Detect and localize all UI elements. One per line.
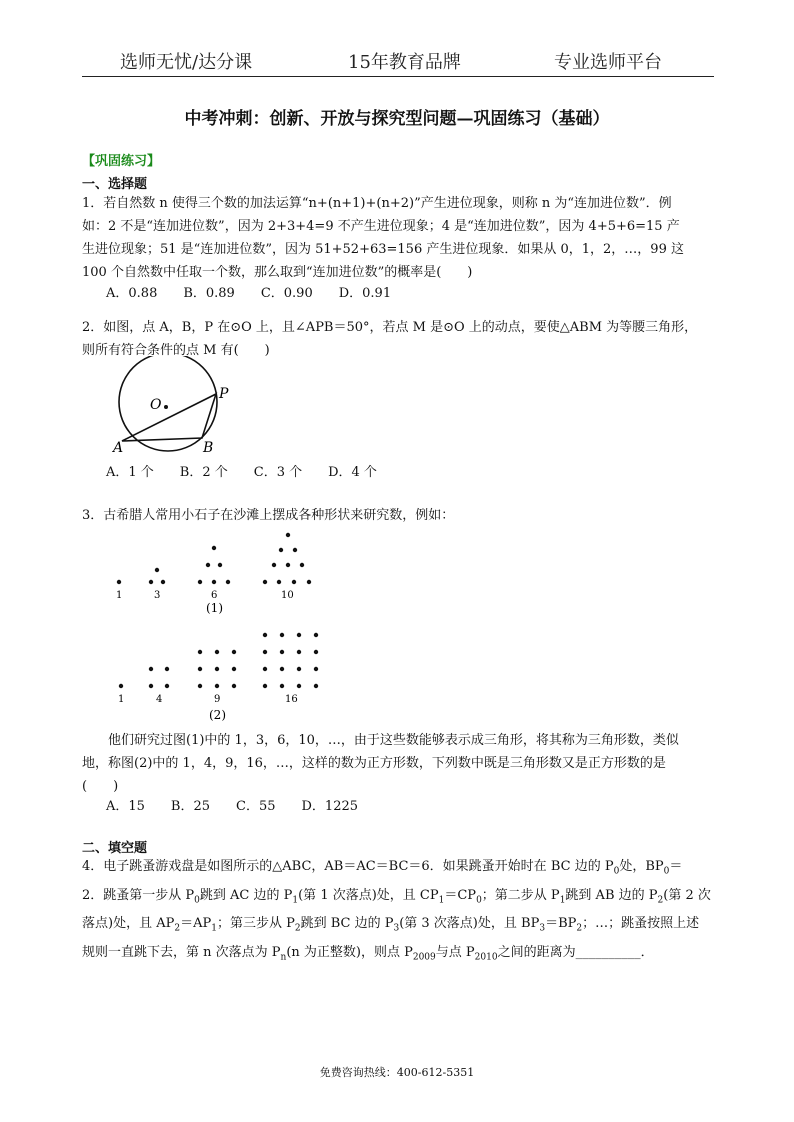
dot (263, 650, 267, 654)
part1-heading: 一、选择题 (82, 177, 148, 192)
q4-line-3: 落点)处，且 $AP_2=AP_1$；第三步从 $P_2$跳到 BC 边的 $P_3$(第 3 次落点)处，且 $BP_3=BP_2$；…；跳蚤按照上述 (82, 916, 700, 934)
q1-line: 如：2 不是“连加进位数”，因为 2+3+4=9 不产生进位现象；4 是“连加进位数”，因为 4+5+6=15 产 (82, 219, 680, 234)
dot (198, 667, 202, 671)
page-title: 中考冲刺：创新、开放与探究型问题—巩固练习（基础） (184, 109, 610, 129)
dot (277, 580, 281, 584)
dot (297, 633, 301, 637)
dot (300, 563, 304, 567)
dot (314, 684, 318, 688)
dot (279, 548, 283, 552)
dot (149, 667, 153, 671)
label-b: B (203, 440, 214, 456)
dot (155, 568, 159, 572)
header-center: 15年教育品牌 (348, 52, 461, 73)
dot (286, 563, 290, 567)
dot (226, 580, 230, 584)
q2-line: 2．如图，点 A，B，P 在⊙O 上，且∠APB＝50°，若点 M 是⊙O 上的动点，要使△ABM 为等腰三角形， (82, 320, 698, 335)
label-o: O (150, 397, 162, 413)
circle-figure (100, 356, 250, 456)
dot (297, 684, 301, 688)
dot (198, 580, 202, 584)
tri-num-label: 3 (154, 590, 161, 601)
dot (263, 580, 267, 584)
sq-num-label: 1 (118, 694, 125, 705)
square-figure (118, 633, 318, 722)
dot (314, 667, 318, 671)
q4-line-2: 2．跳蚤第一步从 $P_0$跳到 AC 边的 $P_1$(第 1 次落点)处，且 $CP_1=CP_0$；第二步从 $P_1$跳到 AB 边的 $P_2$(第 2 次 (82, 887, 711, 906)
header-left: 选师无忧/达分课 (120, 52, 253, 73)
dot (119, 684, 123, 688)
dot (297, 667, 301, 671)
dot (292, 580, 296, 584)
tri-num-label: 6 (211, 590, 218, 601)
question-3-intro: 3．古希腊人常用小石子在沙滩上摆成各种形状来研究数，例如： (82, 508, 455, 523)
sq-num-label: 16 (285, 694, 298, 705)
center-point (164, 405, 168, 409)
q1-line: 100 个自然数中任取一个数，那么取到“连加进位数”的概率是( ) (82, 265, 473, 280)
dot (232, 684, 236, 688)
dot (280, 667, 284, 671)
dot (198, 650, 202, 654)
q3-line: 地，称图(2)中的 1，4，9，16，…，这样的数为正方形数，下列数中既是三角形数又是正方形数的是 (82, 756, 666, 771)
dot (206, 563, 210, 567)
dot (215, 650, 219, 654)
dot (215, 667, 219, 671)
dot (293, 548, 297, 552)
sq-num-label: 4 (156, 694, 163, 705)
dot (280, 633, 284, 637)
dot (307, 580, 311, 584)
question-1 (82, 192, 714, 284)
dot (314, 633, 318, 637)
dot (232, 650, 236, 654)
q2-options: A．1 个 B．2 个 C．3 个 D．4 个 (106, 465, 377, 480)
dot (263, 633, 267, 637)
tri-num-label: 1 (116, 590, 123, 601)
dot (280, 684, 284, 688)
dot (149, 684, 153, 688)
dot (161, 580, 165, 584)
q4-line-1: 4．电子跳蚤游戏盘是如图所示的△ABC，AB＝AC＝BC＝6．如果跳蚤开始时在 BC 边的 $P_0$处，$BP_0=$ (82, 859, 683, 877)
dot (149, 580, 153, 584)
question-3-body (82, 729, 714, 798)
q3-line: ( ) (82, 779, 119, 794)
dot (280, 650, 284, 654)
stone-figures (100, 526, 340, 728)
dot (117, 580, 121, 584)
q3-options: A．15 B．25 C．55 D．1225 (106, 799, 359, 814)
dot (286, 533, 290, 537)
dot (165, 667, 169, 671)
header-divider (82, 76, 714, 77)
q4-line-4: 规则一直跳下去，第 n 次落点为 $P_n(n$ 为正整数)，则点 $P_{2009}$与点 $P_{2010}$之间的距离为__________． (82, 944, 654, 963)
q1-options: A．0.88 B．0.89 C．0.90 D．0.91 (106, 286, 392, 301)
label-p: P (219, 386, 229, 402)
dot (314, 650, 318, 654)
dot (263, 667, 267, 671)
q3-line: 他们研究过图(1)中的 1，3，6，10，…，由于这些数能够表示成三角形，将其称为三角形数，类似 (82, 733, 679, 748)
dot (212, 580, 216, 584)
dot (215, 684, 219, 688)
dot (212, 546, 216, 550)
dot (218, 563, 222, 567)
part2-heading: 二、填空题 (82, 841, 148, 856)
q1-line: 1．若自然数 n 使得三个数的加法运算“n+(n+1)+(n+2)”产生进位现象，则称 n 为“连加进位数”．例 (82, 196, 672, 211)
triangle-figure (116, 533, 311, 615)
header-right: 专业选师平台 (554, 52, 662, 73)
tri-num-label: 10 (281, 590, 294, 601)
q1-line: 生进位现象；51 是“连加进位数”，因为 51+52+63=156 产生进位现象．如果从 0，1，2，…，99 这 (82, 242, 684, 257)
dot (272, 563, 276, 567)
dot (165, 684, 169, 688)
label-a: A (113, 440, 124, 456)
sq-num-label: 9 (214, 694, 221, 705)
question-4 (82, 855, 714, 969)
fig1-label: (1) (206, 601, 223, 615)
dot (263, 684, 267, 688)
dot (297, 650, 301, 654)
fig2-label: (2) (209, 708, 226, 722)
dot (198, 684, 202, 688)
section-tag: 【巩固练习】 (82, 154, 161, 169)
footer-hotline: 免费咨询热线：400-612-5351 (319, 1066, 475, 1079)
q2-line: 则所有符合条件的点 M 有( ) (82, 343, 270, 358)
dot (232, 667, 236, 671)
triangle-apb (122, 394, 216, 441)
